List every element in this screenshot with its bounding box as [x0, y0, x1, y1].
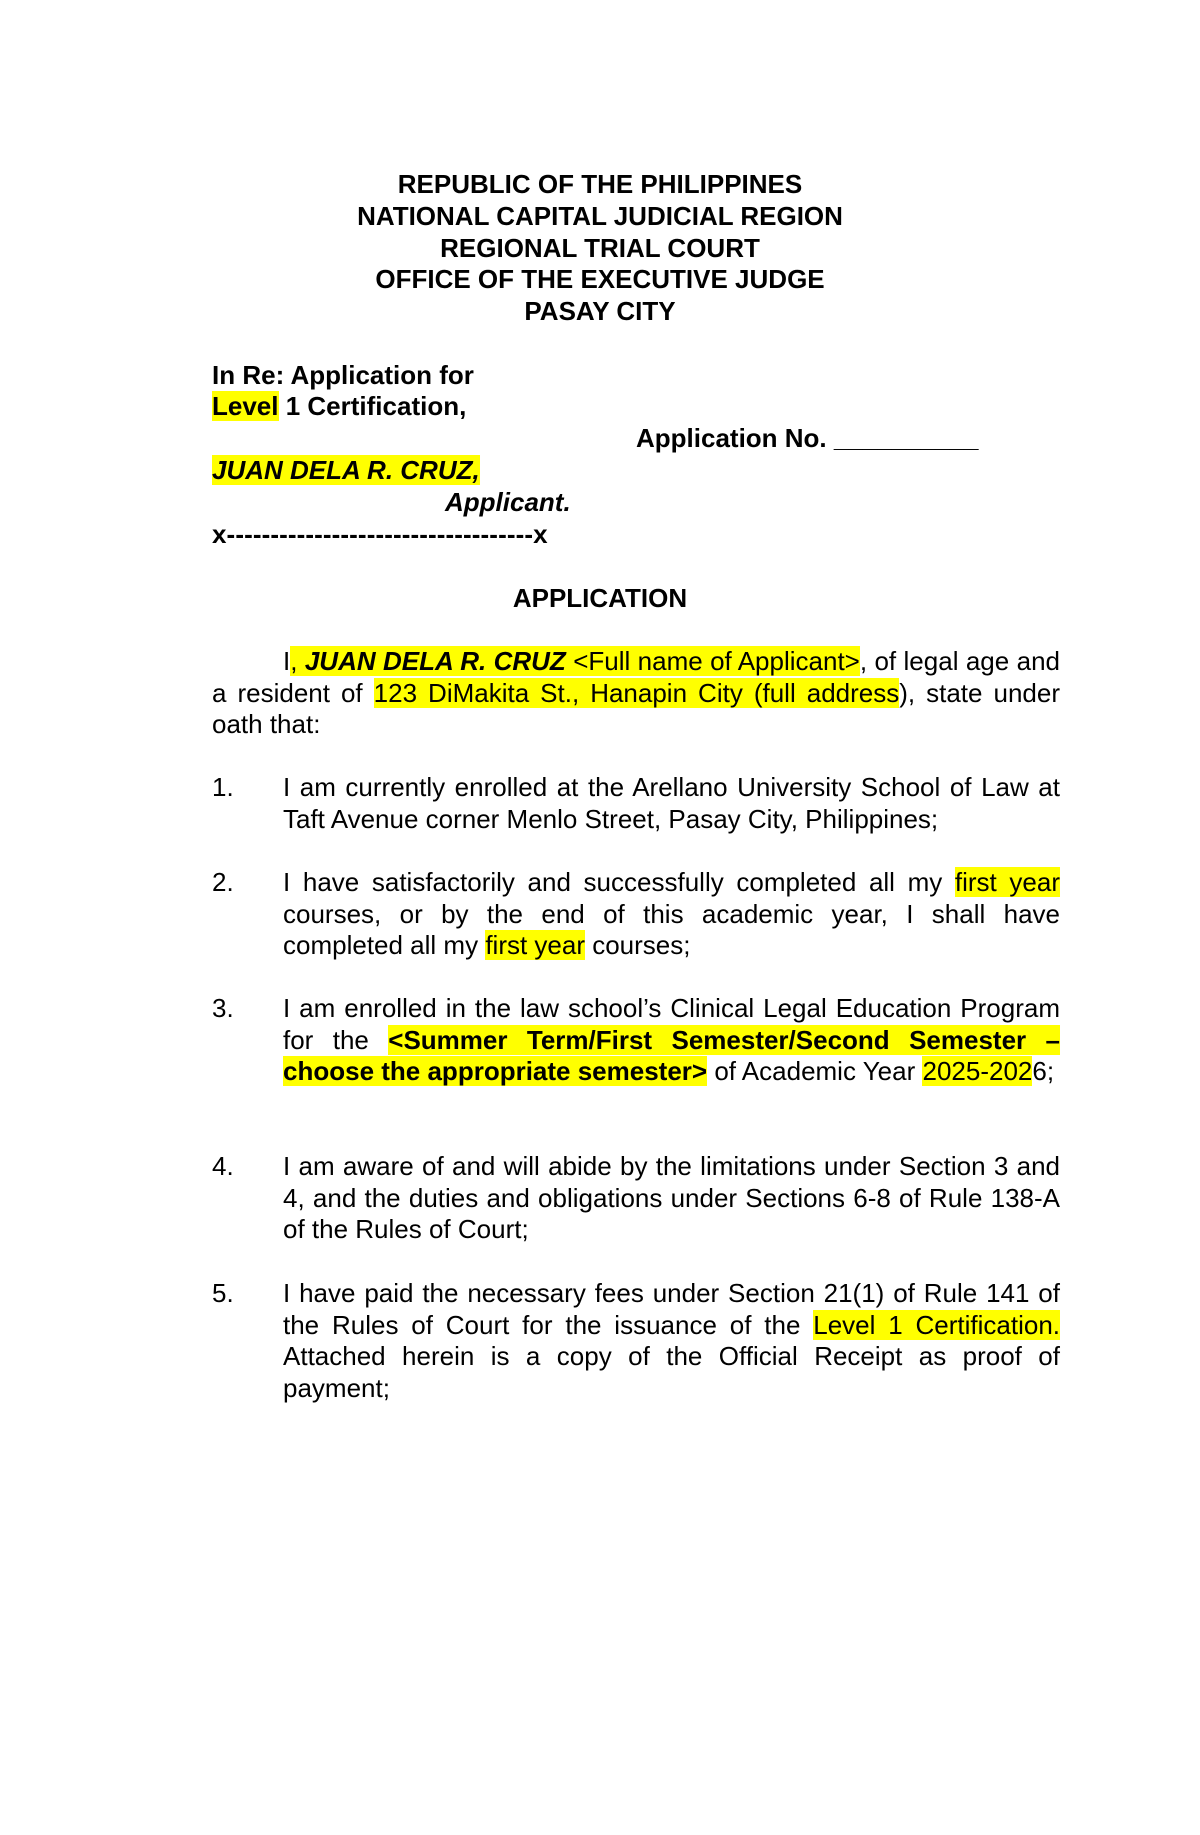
item-text: I am enrolled in the law school’s Clinical Legal Education Program for the <Summer Term/First Semester/Second Semester – choose the appropriate semester> of Academic Year 2025-2026; [283, 993, 1060, 1086]
item-number: 3. [212, 993, 234, 1023]
highlight-first-year: first year [954, 867, 1060, 897]
highlight-semester: <Summer Term/First Semester/Second Semester – choose the appropriate semester> [283, 1024, 1060, 1086]
highlight-applicant-name: , JUAN DELA R. CRUZ <Full name of Applicant> [290, 646, 860, 676]
applicant-label: Applicant. [445, 487, 571, 517]
highlight-address: 123 DiMakita St., Hanapin City (full address [373, 677, 900, 708]
item-text: I am currently enrolled at the Arellano University School of Law at Taft Avenue corner Menlo Street, Pasay City, Philippines; [283, 772, 1060, 834]
caption-separator: x-----------------------------------x [212, 519, 548, 549]
item-text: I am aware of and will abide by the limitations under Section 3 and 4, and the duties and obligations under Sections 6-8 of Rule 138-A of the Rules of Court; [283, 1151, 1060, 1244]
highlight-first-year: first year [485, 930, 585, 960]
item-number: 4. [212, 1151, 234, 1181]
item-text: I have satisfactorily and successfully completed all my first year courses, or by the end of this academic year, I shall have completed all my first year courses; [283, 867, 1060, 960]
header-republic: REPUBLIC OF THE PHILIPPINES [397, 169, 803, 199]
highlight-level: Level [212, 391, 279, 421]
application-number: Application No. __________ [636, 423, 979, 453]
highlight-level-1-certification: Level 1 Certification. [813, 1309, 1060, 1340]
intro-paragraph: I, JUAN DELA R. CRUZ <Full name of Applicant>, of legal age and a resident of 123 DiMakita St., Hanapin City (full address), state under oath that: [212, 646, 1060, 739]
caption-in-re: In Re: Application for [212, 360, 474, 390]
header-office: OFFICE OF THE EXECUTIVE JUDGE [375, 264, 825, 294]
caption-certification: Level 1 Certification, [212, 391, 467, 421]
item-number: 1. [212, 772, 234, 802]
document-title: APPLICATION [512, 583, 688, 613]
header-region: NATIONAL CAPITAL JUDICIAL REGION [357, 201, 843, 231]
header-court: REGIONAL TRIAL COURT [440, 233, 760, 263]
item-text: I have paid the necessary fees under Section 21(1) of Rule 141 of the Rules of Court for the issuance of the Level 1 Certification. Attached herein is a copy of the Official Receipt as proof of payment; [283, 1278, 1060, 1403]
header-city: PASAY CITY [524, 296, 676, 326]
item-number: 2. [212, 867, 234, 897]
item-number: 5. [212, 1278, 234, 1308]
highlight-academic-year: 2025-202 [922, 1056, 1033, 1086]
applicant-name: JUAN DELA R. CRUZ, [212, 455, 480, 485]
